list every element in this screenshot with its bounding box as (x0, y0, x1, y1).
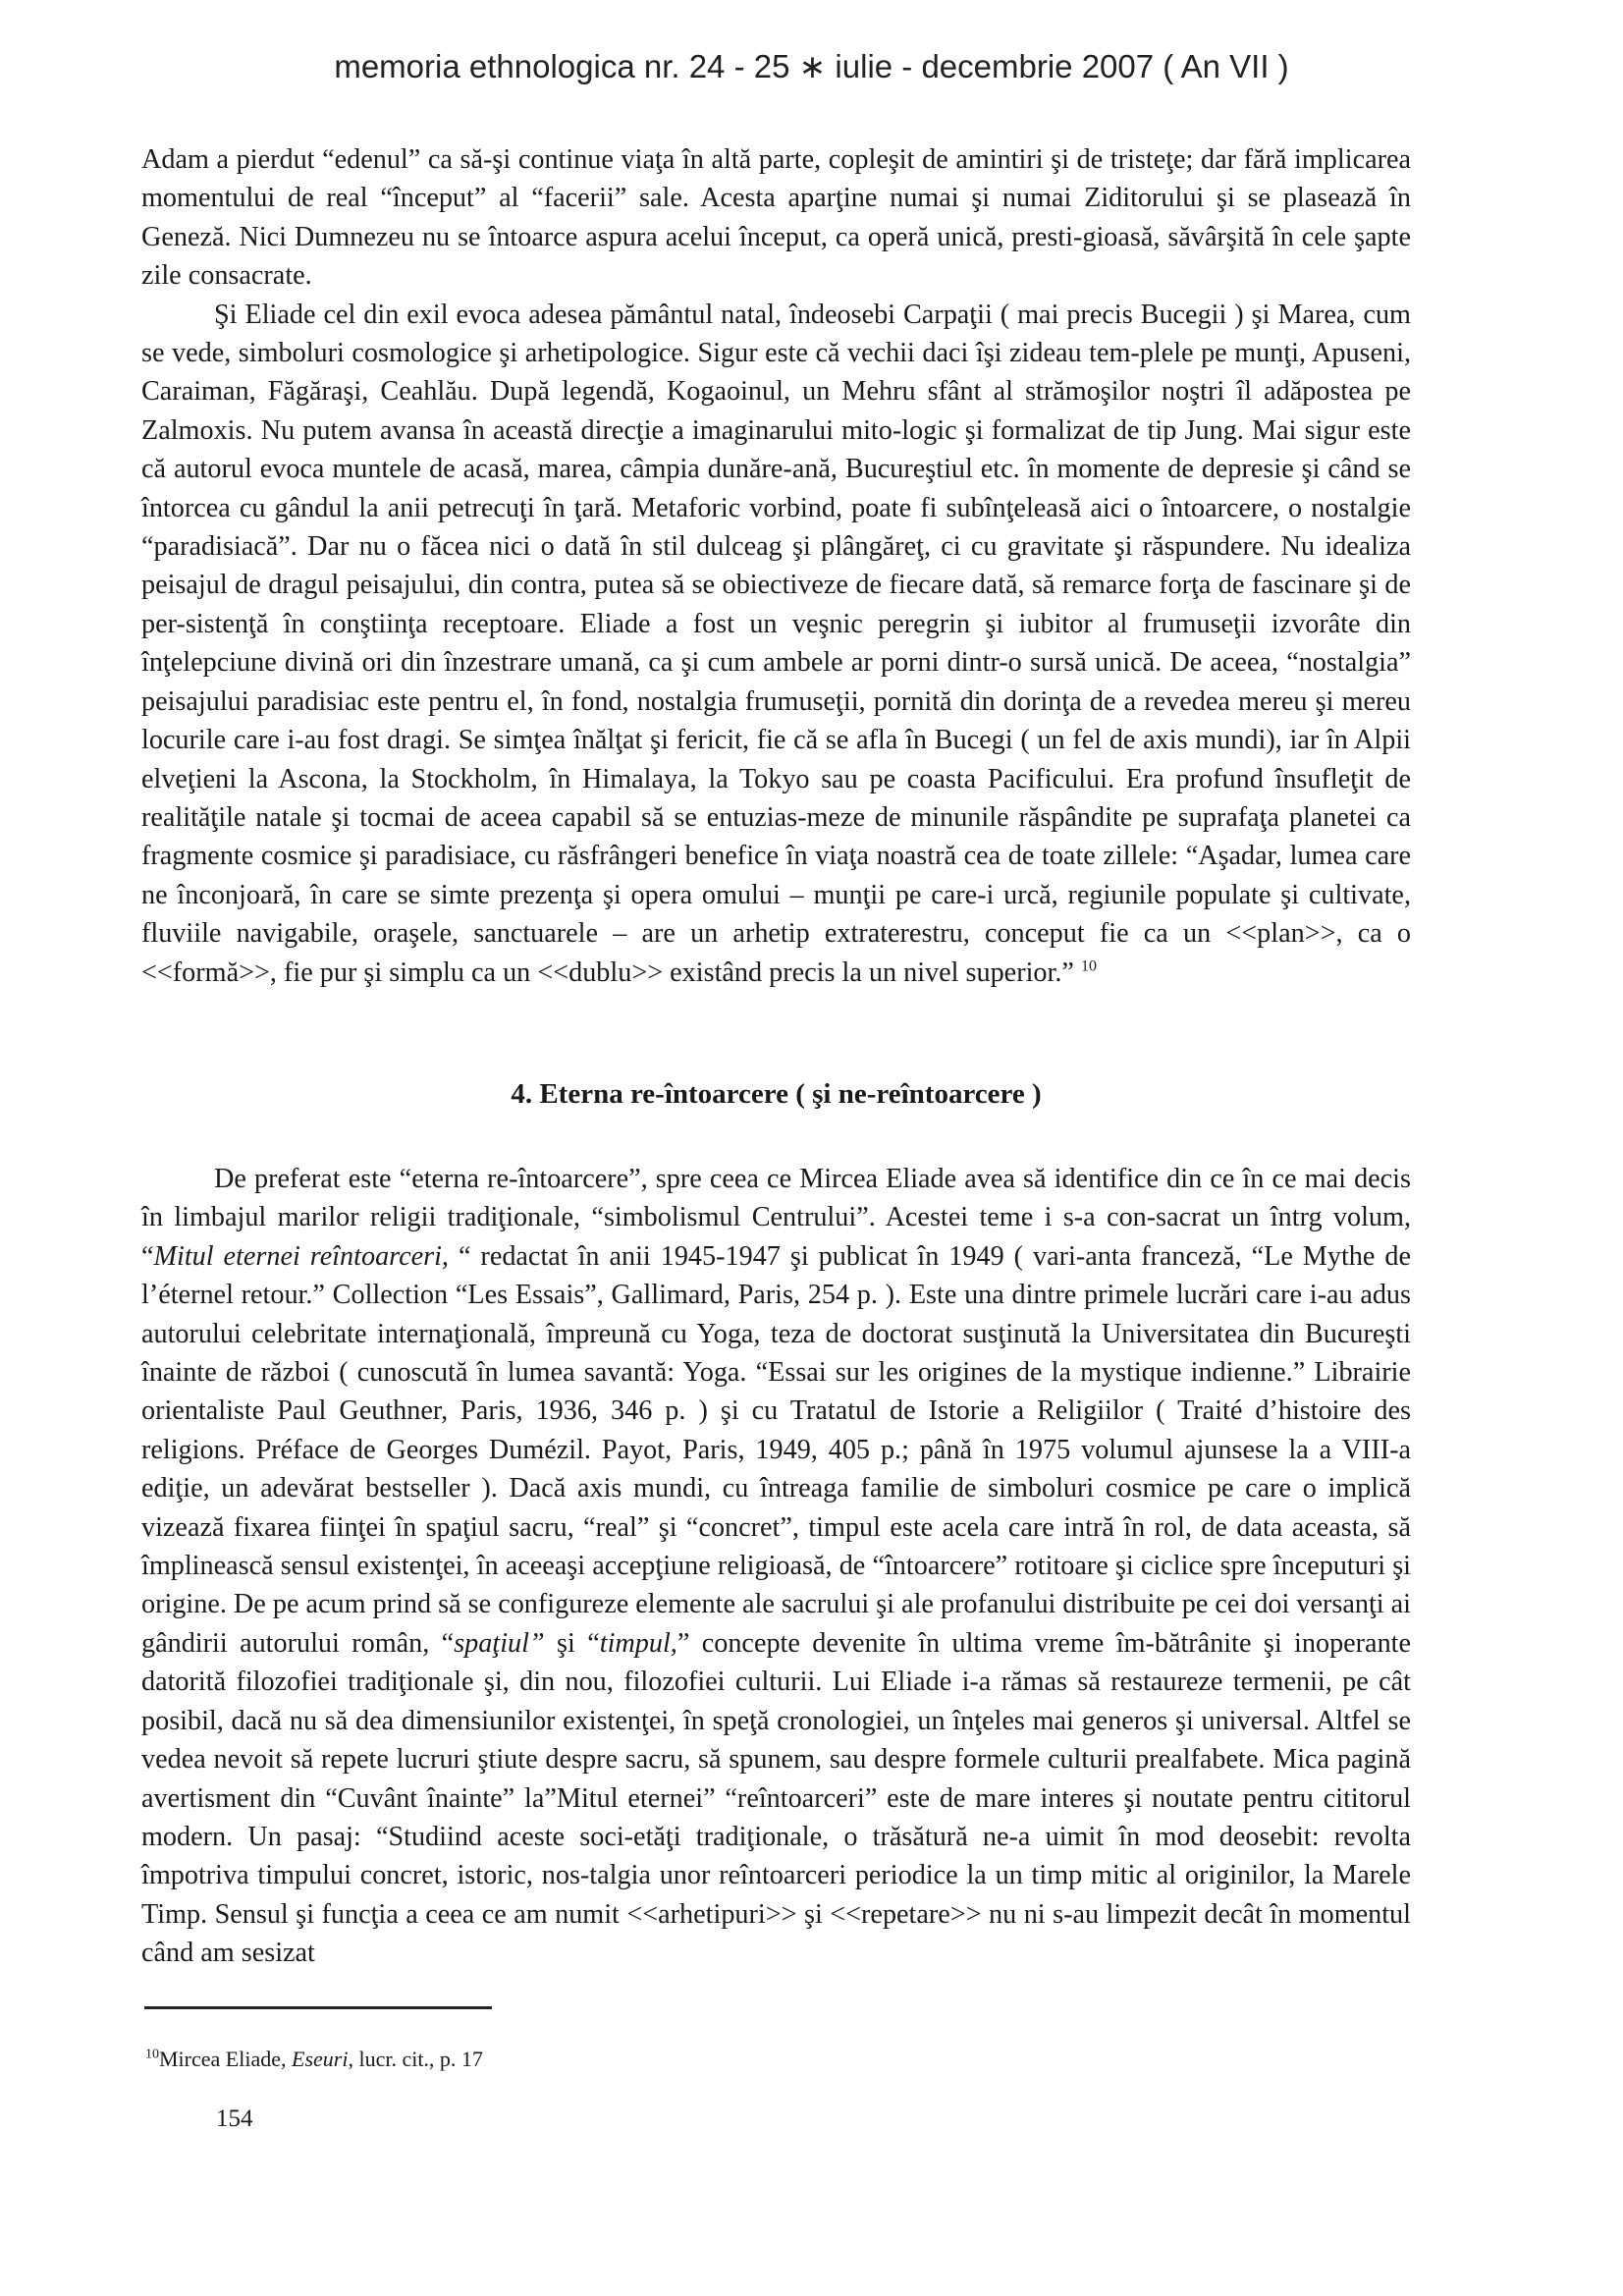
paragraph-text: şi “ (544, 1627, 600, 1659)
footnote-number: 10 (145, 2047, 159, 2062)
paragraph-text: De preferat este “eterna re-întoarcere”, spre ceea ce Mircea Eliade avea să identifice din ce în ce mai decis în limbajul marilor religii tradiţionale, “simbolismul Centrului”. Acestei teme i s-a con-sacrat un întrg volum, “ (141, 1164, 1411, 1272)
footnote-divider (144, 2006, 492, 2009)
paragraph-text: “ redactat în anii 1945-1947 şi publicat în 1949 ( vari-anta franceză, “Le Mythe de l’éternel retour.” Collection “Les Essais”, Gallimard, Paris, 254 p. ). Este una dintre primele lucrări care i-au adus autorului celebritate internaţională, împreună cu Yoga, teza de doctorat susţinută la Universitatea din Bucureşti înainte de război ( cunoscută în lumea savantă: Yoga. “Essai sur les origines de la mystique indienne.” Librairie orientaliste Paul Geuthner, Paris, 1936, 346 p. ) şi cu Tratatul de Istorie a Religiilor ( Traité d’histoire des religions. Préface de Georges Dumézil. Payot, Paris, 1949, 405 p.; până în 1975 volumul ajunsese la a VIII-a ediţie, un adevărat bestseller ). Dacă axis mundi, cu întreaga familie de simboluri cosmice pe care o implică vizează fixarea fiinţei în spaţiul sacru, “real” şi “concret”, timpul este acela care intră în rol, de data aceasta, să împlinească sensul existenţei, în aceeaşi accepţiune religioasă, de “întoarcere” rotitoare şi ciclice spre începuturi şi origine. De pe acum prind să se configureze elemente ale sacrului şi ale profanului distribuite pe cei doi versanţi ai gândirii autorului român, “ (141, 1240, 1412, 1659)
footnote-reference[interactable]: 10 (1080, 957, 1097, 975)
book-title: Mitul eternei reîntoarceri, (153, 1240, 449, 1272)
emphasis-term: spaţiul” (454, 1627, 545, 1659)
body-text-block-1 (141, 140, 1411, 992)
paragraph (141, 1160, 1411, 1973)
footnote-author: Mircea Eliade, (159, 2047, 292, 2071)
paragraph-text: ” concepte devenite în ultima vreme îm-bătrânite şi inoperante datorită filozofiei tradiţionale şi, din nou, filozofiei culturii. Lui Eliade i-a rămas să restaureze termenii, pe cât posibil, dacă nu să dea dimensiunilor existenţei, în speţă cronologiei, un înţeles mai generos şi universal. Altfel se vedea nevoit să repete lucruri ştiute despre sacru, să spunem, sau despre formele culturii prealfabete. Mica pagină avertisment din “Cuvânt înainte” la”Mitul eternei” “reîntoarceri” este de mare interes şi noutate pentru cititorul modern. Un pasaj: “Studiind aceste soci-etăţi tradiţionale, o trăsătură ne-a uimit în mod deosebit: revolta împotriva timpului concret, istoric, nos-talgia unor reîntoarceri periodice la un timp mitic al originilor, la Marele Timp. Sensul şi funcţia a ceea ce am numit <<arhetipuri>> şi <<repetare>> nu ni s-au limpezit decât în momentul când am sesizat (141, 1627, 1412, 1969)
page-number: 154 (216, 2105, 253, 2132)
paragraph-text: Şi Eliade cel din exil evoca adesea pământul natal, îndeosebi Carpaţii ( mai precis Bucegii ) şi Marea, cum se vede, simboluri cosmologice şi arhetipologice. Sigur este că vechii daci îşi zideau tem-plele pe munţi, Apuseni, Caraiman, Făgăraşi, Ceahlău. După legendă, Kogaoinul, un Mehru sfânt al strămoşilor noştri îl adăpostea pe Zalmoxis. Nu putem avansa în această direcţie a imaginarului mito-logic şi formalizat de tip Jung. Mai sigur este că autorul evoca muntele de acasă, marea, câmpia dunăre-ană, Bucureştiul etc. în momente de depresie şi când se întorcea cu gândul la anii petrecuţi în ţară. Metaforic vorbind, poate fi subînţeleasă aici o întoarcere, o nostalgie “paradisiacă”. Dar nu o făcea nici o dată în stil dulceag şi plângăreţ, ci cu gravitate şi răspundere. Nu idealiza peisajul de dragul peisajului, din contra, putea să se obiectiveze de fiecare dată, să remarce forţa de fascinare şi de per-sistenţă în conştiinţa receptoare. Eliade a fost un veşnic peregrin şi iubitor al frumuseţii izvorâte din înţelepciune divină ori din înzestrare umană, ca şi cum ambele ar porni dintr-o sursă unică. De aceea, “nostalgia” peisajului paradisiac este pentru el, în fond, nostalgia frumuseţii, pornită din dorinţa de a revedea mereu şi mereu locurile care i-au fost dragi. Se simţea înălţat şi fericit, fie că se afla în Bucegi ( un fel de axis mundi), iar în Alpii elveţieni la Ascona, la Stockholm, în Himalaya, la Tokyo sau pe coasta Pacificului. Era profund însufleţit de realităţile natale şi tocmai de aceea capabil să se entuzias-meze de minunile răspândite pe suprafaţa planetei ca fragmente cosmice şi paradisiace, cu răsfrângeri benefice în viaţa noastră cea de toate zillele: “Aşadar, lumea care ne înconjoară, în care se simte prezenţa şi opera omului – munţii pe care-i urcă, regiunile populate şi cultivate, fluviile navigabile, oraşele, sanctuarele – are un arhetip extraterestru, conceput fie ca un <<plan>>, ca o <<formă>>, fie pur şi simplu ca un <<dublu>> existând precis la un nivel superior.” (141, 299, 1411, 988)
paragraph-text: Adam a pierdut “edenul” ca să-şi continue viaţa în altă parte, copleşit de amintiri şi de tristeţe; dar fără implicarea momentului de real “început” al “facerii” sale. Acesta aparţine numai şi numai Ziditorului şi se plasează în Geneză. Nici Dumnezeu nu se întoarce aspura acelui început, ca operă unică, presti-gioasă, săvârşită în cele şapte zile consacrate. (141, 144, 1411, 292)
footnote (145, 2047, 483, 2072)
section-heading: 4. Eterna re-întoarcere ( şi ne-reîntoarcere ) (511, 1078, 1042, 1110)
emphasis-term: timpul, (599, 1627, 677, 1659)
running-header: memoria ethnologica nr. 24 - 25 ∗ iulie - decembrie 2007 ( An VII ) (334, 48, 1289, 84)
footnote-title: Eseuri (292, 2047, 349, 2071)
paragraph (141, 296, 1411, 992)
body-text-block-2 (141, 1160, 1411, 1973)
footnote-citation: , lucr. cit., p. 17 (348, 2047, 483, 2071)
paragraph (141, 140, 1411, 296)
